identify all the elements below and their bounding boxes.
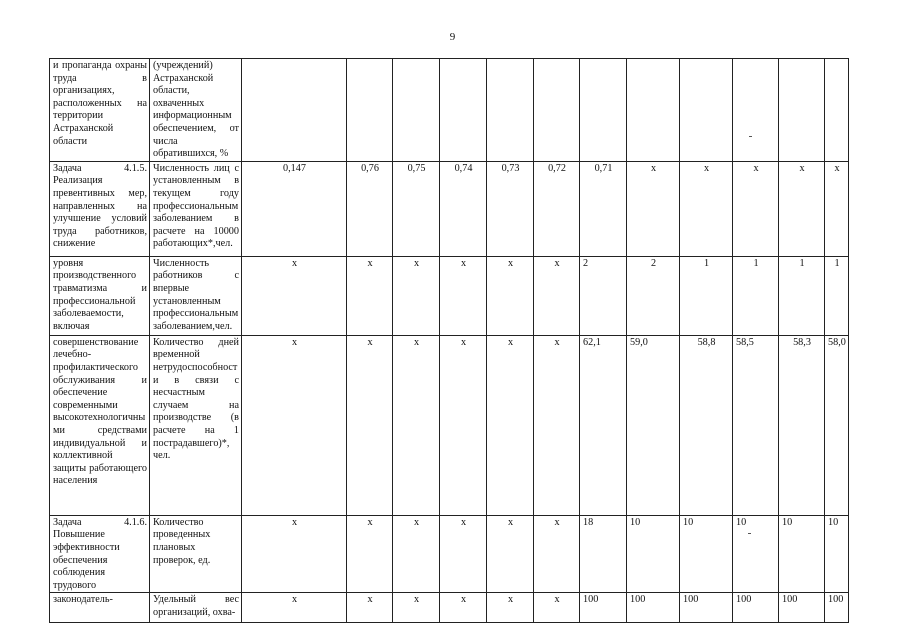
task-cell: Задача 4.1.6. Повышение эффективности обеспечения соблюдения трудового xyxy=(50,515,150,593)
value-cell: x xyxy=(242,335,347,515)
scan-speck xyxy=(748,533,751,534)
table-row xyxy=(50,515,849,593)
value-cell xyxy=(580,59,627,162)
value-cell xyxy=(440,59,487,162)
value-cell xyxy=(393,59,440,162)
value-cell: x xyxy=(534,593,580,623)
value-cell: x xyxy=(733,161,779,256)
value-cell: 1 xyxy=(779,256,825,335)
indicator-cell: Численность работников с впервые установленным профессиональным заболеванием,чел. xyxy=(150,256,242,335)
task-cell: уровня производственного травматизма и профессиональной заболеваемости, включая xyxy=(50,256,150,335)
value-cell: 100 xyxy=(580,593,627,623)
value-cell: x xyxy=(440,515,487,593)
value-cell: 2 xyxy=(627,256,680,335)
value-cell: x xyxy=(393,515,440,593)
value-cell xyxy=(627,59,680,162)
value-cell: x xyxy=(440,256,487,335)
task-cell: Задача 4.1.5. Реализация превентивных мер, направленных на улучшение условий труда работников, снижение xyxy=(50,161,150,256)
value-cell: 100 xyxy=(680,593,733,623)
task-cell: законодатель- xyxy=(50,593,150,623)
value-cell: 0,72 xyxy=(534,161,580,256)
table-row xyxy=(50,593,849,623)
value-cell: 59,0 xyxy=(627,335,680,515)
value-cell: 100 xyxy=(733,593,779,623)
scan-speck xyxy=(749,136,752,137)
value-cell: 58,5 xyxy=(733,335,779,515)
task-cell: совершенствование лечебно-профилактического обслуживания и обеспечение современными высокотехнологичными средствами индивидуальной и коллективной защиты работающего населения xyxy=(50,335,150,515)
value-cell: x xyxy=(487,515,534,593)
value-cell: x xyxy=(534,515,580,593)
value-cell: 1 xyxy=(680,256,733,335)
value-cell: 1 xyxy=(733,256,779,335)
value-cell: 0,147 xyxy=(242,161,347,256)
value-cell: x xyxy=(825,161,849,256)
value-cell xyxy=(680,59,733,162)
value-cell xyxy=(534,59,580,162)
value-cell: x xyxy=(440,593,487,623)
value-cell: x xyxy=(487,256,534,335)
value-cell: 0,71 xyxy=(580,161,627,256)
page-number: 9 xyxy=(449,31,456,43)
value-cell: 10 xyxy=(680,515,733,593)
value-cell: 100 xyxy=(779,593,825,623)
value-cell: 0,75 xyxy=(393,161,440,256)
value-cell: 58,0 xyxy=(825,335,849,515)
value-cell: 1 xyxy=(825,256,849,335)
value-cell xyxy=(733,59,779,162)
value-cell: x xyxy=(487,335,534,515)
indicator-cell: Количество проведенных плановых проверок, ед. xyxy=(150,515,242,593)
value-cell xyxy=(242,59,347,162)
value-cell: x xyxy=(393,335,440,515)
value-cell: x xyxy=(242,256,347,335)
value-cell: x xyxy=(779,161,825,256)
value-cell: x xyxy=(347,593,393,623)
value-cell: 10 xyxy=(627,515,680,593)
indicator-cell: Удельный вес организаций, охва- xyxy=(150,593,242,623)
value-cell: 0,74 xyxy=(440,161,487,256)
document-table xyxy=(49,58,849,623)
value-cell: 100 xyxy=(627,593,680,623)
table-row xyxy=(50,335,849,515)
value-cell: 0,73 xyxy=(487,161,534,256)
value-cell: x xyxy=(627,161,680,256)
task-cell: и пропаганда охраны труда в организациях, расположенных на территории Астраханской области xyxy=(50,59,150,162)
value-cell: x xyxy=(487,593,534,623)
value-cell xyxy=(487,59,534,162)
value-cell: 58,8 xyxy=(680,335,733,515)
value-cell: x xyxy=(680,161,733,256)
indicator-cell: (учреждений) Астраханской области, охваченных информационным обеспечением, от числа обратившихся, % xyxy=(150,59,242,162)
table-row xyxy=(50,59,849,162)
value-cell: x xyxy=(393,593,440,623)
value-cell: x xyxy=(347,515,393,593)
value-cell: 2 xyxy=(580,256,627,335)
value-cell: 18 xyxy=(580,515,627,593)
table-row xyxy=(50,256,849,335)
value-cell: 100 xyxy=(825,593,849,623)
value-cell: x xyxy=(347,256,393,335)
value-cell xyxy=(347,59,393,162)
value-cell: x xyxy=(242,593,347,623)
value-cell: x xyxy=(242,515,347,593)
value-cell: 62,1 xyxy=(580,335,627,515)
indicator-cell: Численность лиц с установленным в текущем году профессиональным заболеванием в расчете на 10000 работающих*,чел. xyxy=(150,161,242,256)
value-cell: 0,76 xyxy=(347,161,393,256)
value-cell: 10 xyxy=(779,515,825,593)
value-cell: x xyxy=(534,335,580,515)
indicator-cell: Количество дней временной нетрудоспособности в связи с несчастным случаем на производстве (в расчете на 1 пострадавшего)*, чел. xyxy=(150,335,242,515)
value-cell xyxy=(779,59,825,162)
value-cell: x xyxy=(534,256,580,335)
value-cell: 10 xyxy=(733,515,779,593)
value-cell: x xyxy=(347,335,393,515)
value-cell: x xyxy=(393,256,440,335)
value-cell: x xyxy=(440,335,487,515)
value-cell: 58,3 xyxy=(779,335,825,515)
value-cell: 10 xyxy=(825,515,849,593)
value-cell xyxy=(825,59,849,162)
table-row xyxy=(50,161,849,256)
